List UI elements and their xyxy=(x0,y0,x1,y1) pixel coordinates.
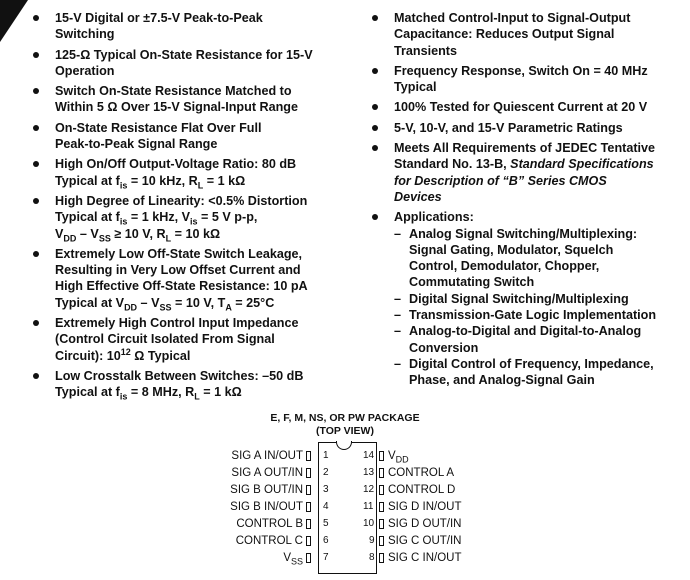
feature-item: Low Crosstalk Between Switches: –50 dB Typical at $f_{is} = 8$ MHz, $R_L = 1$ kΩ xyxy=(33,368,353,401)
pin-7 xyxy=(200,551,329,567)
pin-10 xyxy=(363,517,487,531)
pin-number: 10 xyxy=(363,518,375,529)
page-corner-mark xyxy=(0,0,28,42)
pin-13 xyxy=(363,466,487,480)
pin-3 xyxy=(200,483,329,497)
pin-number: 11 xyxy=(363,501,374,512)
pin-12 xyxy=(363,483,487,497)
pin-label-control-d: CONTROL D xyxy=(388,484,456,496)
pin-lead xyxy=(306,468,311,478)
feature-item: 15-V Digital or ±7.5-V Peak-to-Peak Switching xyxy=(33,10,353,43)
application-item: – Transmission-Gate Logic Implementation xyxy=(394,307,684,323)
pin-label-control-c: CONTROL C xyxy=(235,535,303,547)
pin-label-vdd: $V_{DD}$ xyxy=(388,450,409,465)
pin-label-sig-c-in-out: SIG C IN/OUT xyxy=(388,552,462,564)
feature-item: 100% Tested for Quiescent Current at 20 V xyxy=(372,99,684,115)
pin-number: 7 xyxy=(323,552,329,563)
pin-11 xyxy=(363,500,487,514)
pin-lead xyxy=(379,553,384,563)
application-item: – Analog Signal Switching/Multiplexing: Signal Gating, Modulator, Squelch Control, Demodulator, Chopper, Commutating Switch xyxy=(394,226,684,291)
pin-label-sig-a-in-out: SIG A IN/OUT xyxy=(231,450,303,462)
feature-item: High On/Off Output-Voltage Ratio: 80 dB Typical at $f_{is} = 10$ kHz, $R_L = 1$ kΩ xyxy=(33,156,353,189)
pin-number: 12 xyxy=(363,484,375,495)
pin-4 xyxy=(200,500,329,514)
pin-14 xyxy=(363,449,487,465)
feature-item: 125-Ω Typical On-State Resistance for 15-V Operation xyxy=(33,47,353,80)
pin-lead xyxy=(306,519,311,529)
pin-9 xyxy=(369,534,487,548)
pin-label-sig-d-in-out: SIG D IN/OUT xyxy=(388,501,462,513)
pin-number: 8 xyxy=(369,552,375,563)
pin-number: 3 xyxy=(323,484,329,495)
pin-lead xyxy=(306,553,311,563)
pin-number: 1 xyxy=(323,450,329,461)
pin-lead xyxy=(379,485,384,495)
application-item: – Digital Control of Frequency, Impedance, Phase, and Analog-Signal Gain xyxy=(394,356,684,389)
pin-lead xyxy=(379,519,384,529)
package-title: E, F, M, NS, OR PW PACKAGE (TOP VIEW) xyxy=(270,412,420,437)
pin-lead xyxy=(379,468,384,478)
feature-item: Matched Control-Input to Signal-Output Capacitance: Reduces Output Signal Transients xyxy=(372,10,684,59)
feature-item: High Degree of Linearity: <0.5% Distortion Typical at $f_{is} = 1$ kHz, $V_{is} = 5$ V p-p, $V_{DD} - V_{SS} \ge 10$ V, $R_L = 10$ kΩ xyxy=(33,193,353,242)
pin-lead xyxy=(379,502,384,512)
pin-1 xyxy=(200,449,329,463)
pin-number: 5 xyxy=(323,518,329,529)
pin-number: 2 xyxy=(323,467,329,478)
pin-number: 4 xyxy=(323,501,329,512)
pin-label-sig-b-in-out: SIG B IN/OUT xyxy=(230,501,303,513)
application-item: – Digital Signal Switching/Multiplexing xyxy=(394,291,684,307)
feature-item: Meets All Requirements of JEDEC Tentative Standard No. 13-B, Standard Specifications for Description of “B” Series CMOS Devices xyxy=(372,140,684,205)
pin-label-sig-c-out-in: SIG C OUT/IN xyxy=(388,535,462,547)
pin-lead xyxy=(306,451,311,461)
pin-5 xyxy=(200,517,329,531)
feature-item: On-State Resistance Flat Over Full Peak-to-Peak Signal Range xyxy=(33,120,353,153)
pin-label-control-a: CONTROL A xyxy=(388,467,455,479)
pin-number: 13 xyxy=(363,467,375,478)
pin-lead xyxy=(379,536,384,546)
feature-item: 5-V, 10-V, and 15-V Parametric Ratings xyxy=(372,120,684,136)
pin-6 xyxy=(200,534,329,548)
feature-item: Switch On-State Resistance Matched to Within 5 Ω Over 15-V Signal-Input Range xyxy=(33,83,353,116)
pin-number: 9 xyxy=(369,535,375,546)
pin-lead xyxy=(379,451,384,461)
pin-label-vss: $V_{SS}$ xyxy=(283,552,303,567)
feature-item: Extremely High Control Input Impedance (Control Circuit Isolated From Signal Circuit): $10^{12}$ Ω Typical xyxy=(33,315,353,364)
pin-label-control-b: CONTROL B xyxy=(236,518,303,530)
feature-item: Extremely Low Off-State Switch Leakage, Resulting in Very Low Offset Current and High Effective Off-State Resistance: 10 pA Typical at $V_{DD} - V_{SS} = 10$ V, $T_A = 25^\circ C$ xyxy=(33,246,353,311)
pin-number: 6 xyxy=(323,535,329,546)
features-right-column xyxy=(372,10,684,393)
pin-label-sig-d-out-in: SIG D OUT/IN xyxy=(388,518,462,530)
pin-8 xyxy=(369,551,487,565)
pin-lead xyxy=(306,485,311,495)
pin-2 xyxy=(200,466,329,480)
application-item: – Analog-to-Digital and Digital-to-Analog Conversion xyxy=(394,323,684,356)
pin-number: 14 xyxy=(363,450,375,461)
pin-lead xyxy=(306,536,311,546)
applications-item: Applications: – Analog Signal Switching/Multiplexing: Signal Gating, Modulator, Squelch Control, Demodulator, Chopper, Commutating Switch – Digital Signal Switching/Multiplexing – Transmission-Gate Logic Implementation – Analog-to-Digital and Digital-to-Analog Conversion – Digital Control of Frequency, Impedance, Phase, and Analog-Signal Gain xyxy=(372,209,684,388)
pin-label-sig-a-out-in: SIG A OUT/IN xyxy=(231,467,303,479)
features-left-column xyxy=(33,10,353,405)
pin-lead xyxy=(306,502,311,512)
pin-label-sig-b-out-in: SIG B OUT/IN xyxy=(230,484,303,496)
feature-item: Frequency Response, Switch On = 40 MHz Typical xyxy=(372,63,684,96)
